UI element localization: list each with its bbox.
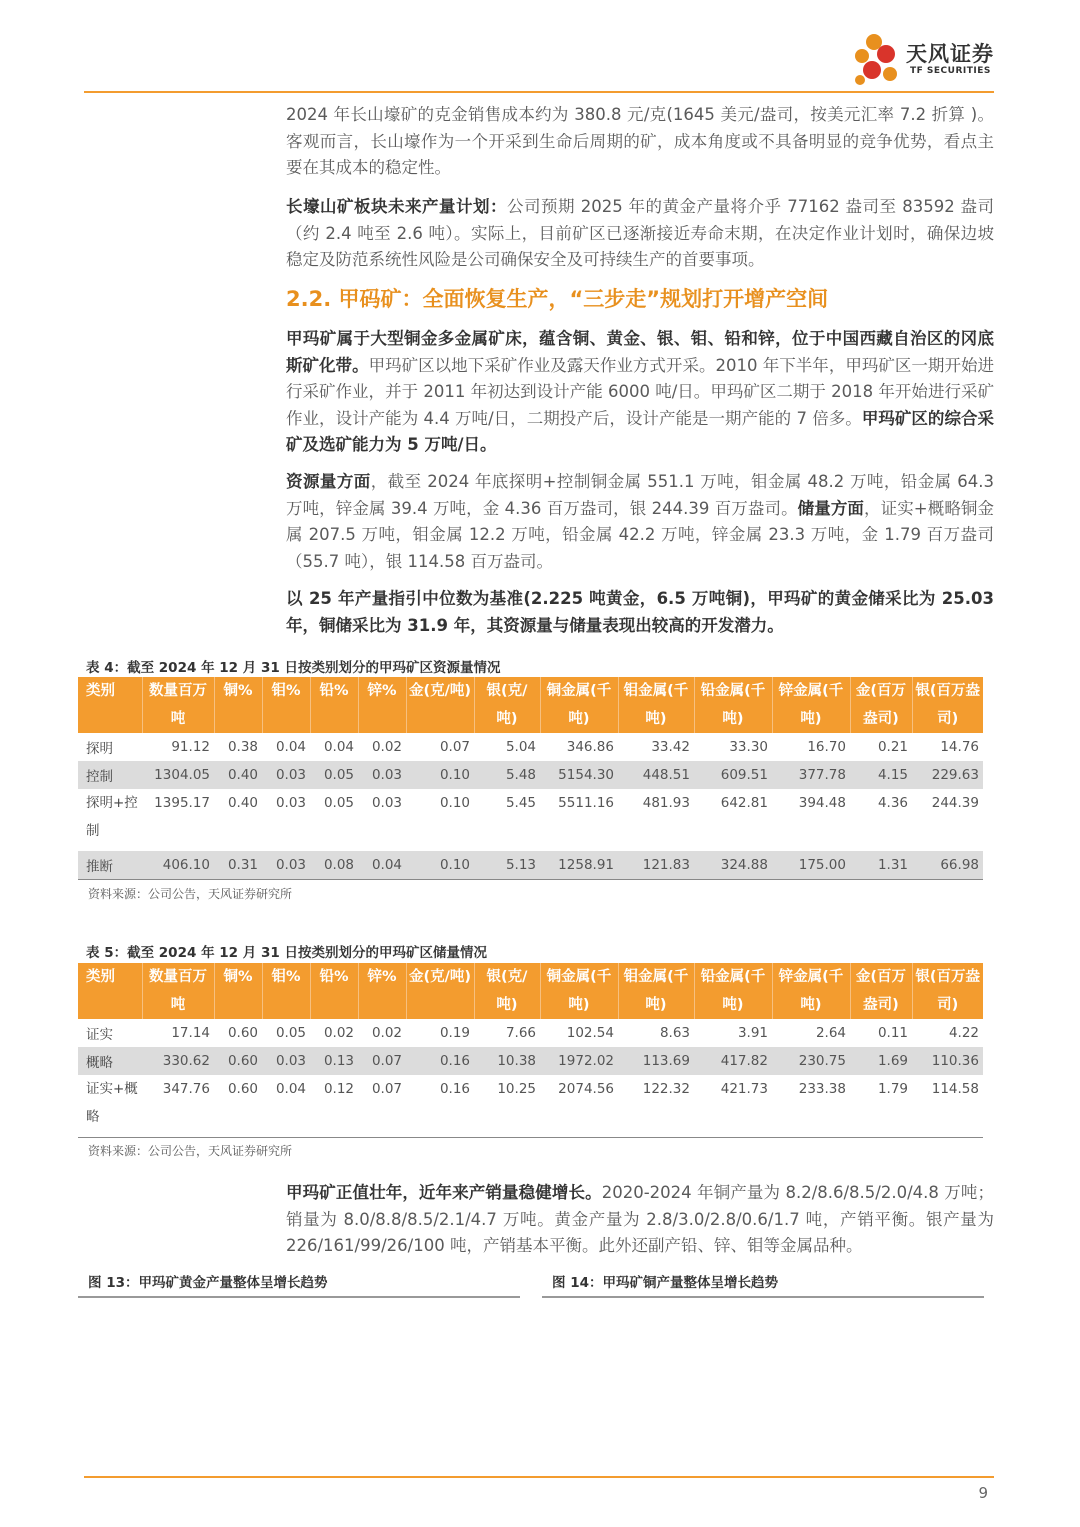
col-pb-grade: 铅% <box>310 677 358 733</box>
table-row: 推断 406.10 0.31 0.03 0.08 0.04 0.10 5.13 1258.91 121.83 324.88 175.00 1.31 66.98 <box>78 851 983 880</box>
table-row: 探明+控制 1395.17 0.40 0.03 0.05 0.03 0.10 5.45 5511.16 481.93 642.81 394.48 4.36 244.39 <box>86 795 979 839</box>
paragraph-output-trend: 甲玛矿正值壮年，近年来产销量稳健增长。2020-2024 年铜产量为 8.2/8.6/8.5/2.0/4.8 万吨；销量为 8.0/8.8/8.5/2.1/4.7 万吨。黄金产量为 2.8/3.0/2.8/0.6/1.7 吨，产销平衡。银产量为 226/161/99/26/100 吨，产销基本平衡。此外还副产铅、锌、钼等金属品种。 <box>286 1183 994 1255</box>
col-zn-grade: 锌% <box>358 677 406 733</box>
col-mo-grade: 钼% <box>262 677 310 733</box>
paragraph-reserve-ratio: 以 25 年产量指引中位数为基准(2.225 吨黄金，6.5 万吨铜)，甲玛矿的黄金储采比为 25.03 年，铜储采比为 31.9 年，其资源量与储量表现出较高的开发潜力。 <box>286 589 994 635</box>
table-row: 控制 1304.05 0.40 0.03 0.05 0.03 0.10 5.48 5154.30 448.51 609.51 377.78 4.15 229.63 <box>78 761 983 789</box>
section-heading: 2.2. 甲码矿：全面恢复生产，“三步走”规划打开增产空间 <box>286 287 829 311</box>
col-pb-metal: 铅金属(千吨) <box>694 963 772 1019</box>
col-au-grade: 金(克/吨) <box>406 963 474 1019</box>
table5-caption: 表 5：截至 2024 年 12 月 31 日按类别划分的甲玛矿区储量情况 <box>86 945 487 961</box>
col-mo-grade: 钼% <box>262 963 310 1019</box>
table-row: 证实 17.14 0.60 0.05 0.02 0.02 0.19 7.66 102.54 8.63 3.91 2.64 0.11 4.22 <box>86 1025 979 1043</box>
table4-source: 资料来源：公司公告，天风证券研究所 <box>88 887 293 901</box>
col-zn-metal: 锌金属(千吨) <box>772 677 850 733</box>
col-quantity: 数量百万吨 <box>142 677 214 733</box>
col-quantity: 数量百万吨 <box>142 963 214 1019</box>
resource-table <box>78 677 983 880</box>
table-row: 概略 330.62 0.60 0.03 0.13 0.07 0.16 10.38 1972.02 113.69 417.82 230.75 1.69 110.36 <box>78 1047 983 1075</box>
col-zn-grade: 锌% <box>358 963 406 1019</box>
col-au-moz: 金(百万盎司) <box>850 963 912 1019</box>
col-pb-grade: 铅% <box>310 963 358 1019</box>
brand-logo <box>850 30 1000 90</box>
header-rule <box>84 91 994 93</box>
footer-rule <box>84 1476 994 1478</box>
reserve-table <box>78 963 983 1138</box>
col-mo-metal: 钼金属(千吨) <box>618 677 694 733</box>
col-category: 类别 <box>78 677 142 733</box>
logo-icon <box>850 30 904 90</box>
col-mo-metal: 钼金属(千吨) <box>618 963 694 1019</box>
col-cu-metal: 铜金属(千吨) <box>540 677 618 733</box>
table4-caption: 表 4：截至 2024 年 12 月 31 日按类别划分的甲玛矿区资源量情况 <box>86 660 501 676</box>
figure13-caption: 图 13：甲玛矿黄金产量整体呈增长趋势 <box>88 1275 328 1291</box>
col-ag-moz: 银(百万盎司) <box>912 963 983 1019</box>
figure14-rule <box>542 1296 984 1298</box>
col-category: 类别 <box>78 963 142 1019</box>
col-au-grade: 金(克/吨) <box>406 677 474 733</box>
brand-subtitle: TF SECURITIES <box>910 66 991 76</box>
col-zn-metal: 锌金属(千吨) <box>772 963 850 1019</box>
col-ag-moz: 银(百万盎司) <box>912 677 983 733</box>
figure13-rule <box>78 1296 520 1298</box>
col-ag-grade: 银(克/吨) <box>474 963 540 1019</box>
col-au-moz: 金(百万盎司) <box>850 677 912 733</box>
paragraph-production-plan: 长壕山矿板块未来产量计划：公司预期 2025 年的黄金产量将介乎 77162 盎司至 83592 盎司（约 2.4 吨至 2.6 吨）。实际上，目前矿区已逐渐接近寿命末期，在决定作业计划时，确保边坡稳定及防范系统性风险是公司确保安全及可持续生产的首要事项。 <box>286 197 994 269</box>
table5-source: 资料来源：公司公告，天风证券研究所 <box>88 1144 293 1158</box>
paragraph-lead: 长壕山矿板块未来产量计划： <box>286 197 508 216</box>
figure14-caption: 图 14：甲玛矿铜产量整体呈增长趋势 <box>552 1275 778 1291</box>
table-row: 证实+概略 347.76 0.60 0.04 0.12 0.07 0.16 10.25 2074.56 122.32 421.73 233.38 1.79 114.58 <box>78 1075 983 1138</box>
page-number: 9 <box>978 1484 988 1502</box>
col-ag-grade: 银(克/吨) <box>474 677 540 733</box>
col-cu-grade: 铜% <box>214 677 262 733</box>
paragraph-cost: 2024 年长山壕矿的克金销售成本约为 380.8 元/克(1645 美元/盎司，按美元汇率 7.2 折算 )。客观而言，长山壕作为一个开采到生命后周期的矿，成本角度或不具备明显的竞争优势，看点主要在其成本的稳定性。 <box>286 105 994 177</box>
paragraph-jiama-intro: 甲玛矿属于大型铜金多金属矿床，蕴含铜、黄金、银、钼、铅和锌，位于中国西藏自治区的冈底斯矿化带。甲玛矿区以地下采矿作业及露天作业方式开采。2010 年下半年，甲玛矿区一期开始进行采矿作业，并于 2011 年初达到设计产能 6000 吨/日。甲玛矿区二期于 2018 年开始进行采矿作业，设计产能为 4.4 万吨/日，二期投产后，设计产能是一期产能的 7 倍多。甲玛矿区的综合采矿及选矿能力为 5 万吨/日。 <box>286 329 995 454</box>
col-cu-grade: 铜% <box>214 963 262 1019</box>
col-pb-metal: 铅金属(千吨) <box>694 677 772 733</box>
paragraph-resources: 资源量方面，截至 2024 年底探明+控制铜金属 551.1 万吨，钼金属 48.2 万吨，铅金属 64.3 万吨，锌金属 39.4 万吨，金 4.36 百万盎司，银 244.39 百万盎司。储量方面，证实+概略铜金属 207.5 万吨，钼金属 12.2 万吨，铅金属 42.2 万吨，锌金属 23.3 万吨，金 1.79 百万盎司（55.7 吨），银 114.58 百万盎司。 <box>286 472 995 571</box>
table-row: 探明 91.12 0.38 0.04 0.04 0.02 0.07 5.04 346.86 33.42 33.30 16.70 0.21 14.76 <box>86 739 979 757</box>
col-cu-metal: 铜金属(千吨) <box>540 963 618 1019</box>
brand-name: 天风证券 <box>906 42 994 66</box>
